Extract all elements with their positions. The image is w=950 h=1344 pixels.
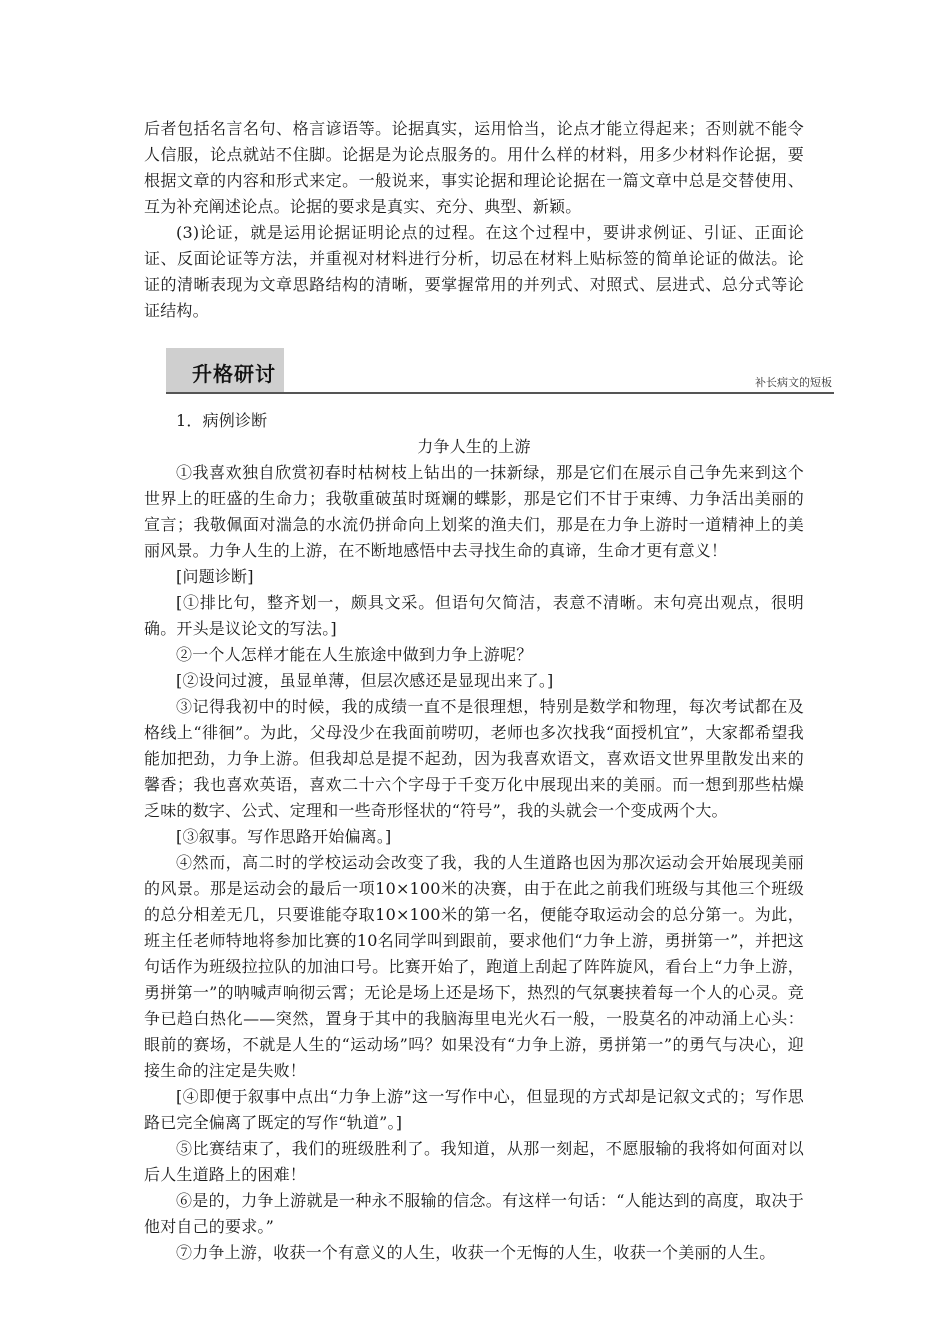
page-content	[144, 116, 832, 1266]
section-heading	[130, 348, 834, 394]
diagnosis-4: [④即便于叙事中点出“力争上游”这一写作中心，但显现的方式却是记叙文式的；写作思路已完全偏离了既定的写作“轨道”。]	[144, 1087, 804, 1132]
essay-paragraph-2: ②一个人怎样才能在人生旅途中做到力争上游呢？	[176, 645, 533, 664]
intro-paragraph-2: (3)论证，就是运用论据证明论点的过程。在这个过程中，要讲求例证、引证、正面论证、反面论证等方法，并重视对材料进行分析，切忌在材料上贴标签的简单论证的做法。论证的清晰表现为文章思路结构的清晰，要掌握常用的并列式、对照式、层进式、总分式等论证结构。	[144, 223, 804, 320]
diagnosis-label: [问题诊断]	[176, 567, 254, 586]
section-divider	[166, 392, 834, 394]
essay-paragraph-5: ⑤比赛结束了，我们的班级胜利了。我知道，从那一刻起，不愿服输的我将如何面对以后人生道路上的困难！	[144, 1139, 804, 1184]
essay-title: 力争人生的上游	[417, 437, 531, 456]
essay-paragraph-1: ①我喜欢独自欣赏初春时枯树枝上钻出的一抹新绿，那是它们在展示自己争先来到这个世界上的旺盛的生命力；我敬重破茧时斑斓的蝶影，那是它们不甘于束缚、力争活出美丽的宣言；我敬佩面对湍急的水流仍拼命向上划桨的渔夫们，那是在力争上游时一道精神上的美丽风景。力争人生的上游，在不断地感悟中去寻找生命的真谛，生命才更有意义！	[144, 463, 804, 560]
section-subtitle: 补长病文的短板	[755, 376, 832, 389]
essay-paragraph-3: ③记得我初中的时候，我的成绩一直不是很理想，特别是数学和物理，每次考试都在及格线上“徘徊”。为此，父母没少在我面前唠叨，老师也多次找我“面授机宜”，大家都希望我能加把劲，力争上游。但我却总是提不起劲，因为我喜欢语文，喜欢语文世界里散发出来的馨香；我也喜欢英语，喜欢二十六个字母于千变万化中展现出来的美丽。而一想到那些枯燥乏味的数字、公式、定理和一些奇形怪状的“符号”，我的头就会一个变成两个大。	[144, 697, 804, 820]
diagnosis-3: [③叙事。写作思路开始偏离。]	[176, 827, 392, 846]
section-title: 升格研讨	[192, 362, 276, 386]
essay-label: 1．病例诊断	[176, 411, 268, 430]
intro-paragraph-1: 后者包括名言名句、格言谚语等。论据真实，运用恰当，论点才能立得起来；否则就不能令人信服，论点就站不住脚。论据是为论点服务的。用什么样的材料，用多少材料作论据，要根据文章的内容和形式来定。一般说来，事实论据和理论论据在一篇文章中总是交替使用、互为补充阐述论点。论据的要求是真实、充分、典型、新颖。	[144, 119, 804, 216]
diagnosis-1: [①排比句，整齐划一，颇具文采。但语句欠简洁，表意不清晰。末句亮出观点，很明确。开头是议论文的写法。]	[144, 593, 804, 638]
diagnosis-2: [②设问过渡，虽显单薄，但层次感还是显现出来了。]	[176, 671, 554, 690]
essay-paragraph-4: ④然而，高二时的学校运动会改变了我，我的人生道路也因为那次运动会开始展现美丽的风景。那是运动会的最后一项10×100米的决赛，由于在此之前我们班级与其他三个班级的总分相差无几，只要谁能夺取10×100米的第一名，便能夺取运动会的总分第一。为此，班主任老师特地将参加比赛的10名同学叫到跟前，要求他们“力争上游，勇拼第一”，并把这句话作为班级拉拉队的加油口号。比赛开始了，跑道上刮起了阵阵旋风，看台上“力争上游，勇拼第一”的呐喊声响彻云霄；无论是场上还是场下，热烈的气氛裹挟着每一个人的心灵。竞争已趋白热化——突然，置身于其中的我脑海里电光火石一般，一股莫名的冲动涌上心头：眼前的赛场，不就是人生的“运动场”吗？如果没有“力争上游，勇拼第一”的勇气与决心，迎接生命的注定是失败！	[144, 853, 804, 1080]
essay-paragraph-7: ⑦力争上游，收获一个有意义的人生，收获一个无悔的人生，收获一个美丽的人生。	[176, 1243, 776, 1262]
essay-paragraph-6: ⑥是的，力争上游就是一种永不服输的信念。有这样一句话：“人能达到的高度，取决于他对自己的要求。”	[144, 1191, 804, 1236]
